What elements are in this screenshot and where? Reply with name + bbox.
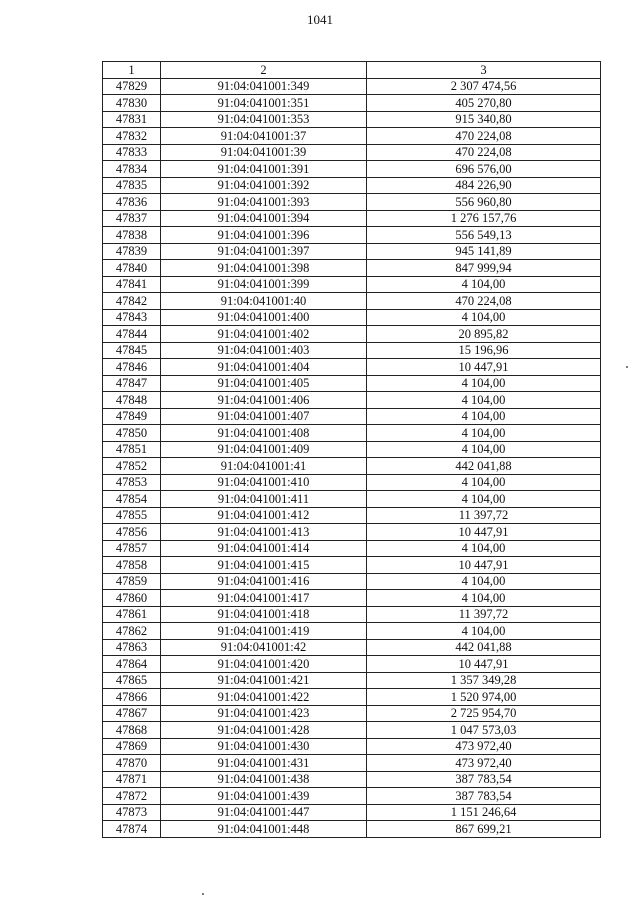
table-row [103, 590, 601, 607]
cell-index: 47859 [103, 573, 161, 590]
table-row [103, 623, 601, 640]
cell-value: 405 270,80 [367, 95, 601, 112]
table-row [103, 78, 601, 95]
cell-index: 47846 [103, 359, 161, 376]
scan-speck [202, 893, 204, 895]
cell-value: 915 340,80 [367, 111, 601, 128]
cell-index: 47867 [103, 705, 161, 722]
table-row [103, 309, 601, 326]
cell-cadastral-number: 91:04:041001:41 [161, 458, 367, 475]
cell-index: 47829 [103, 78, 161, 95]
cell-index: 47870 [103, 755, 161, 772]
cell-index: 47863 [103, 639, 161, 656]
table-row [103, 722, 601, 739]
cell-index: 47837 [103, 210, 161, 227]
table-row [103, 177, 601, 194]
cell-index: 47874 [103, 821, 161, 838]
cell-value: 20 895,82 [367, 326, 601, 343]
cell-index: 47838 [103, 227, 161, 244]
cell-index: 47866 [103, 689, 161, 706]
cell-index: 47831 [103, 111, 161, 128]
cell-value: 442 041,88 [367, 639, 601, 656]
cell-value: 4 104,00 [367, 441, 601, 458]
cell-index: 47865 [103, 672, 161, 689]
cell-index: 47869 [103, 738, 161, 755]
table-row [103, 210, 601, 227]
cell-cadastral-number: 91:04:041001:423 [161, 705, 367, 722]
cell-value: 2 725 954,70 [367, 705, 601, 722]
cell-value: 4 104,00 [367, 425, 601, 442]
table-row [103, 128, 601, 145]
cell-cadastral-number: 91:04:041001:411 [161, 491, 367, 508]
cell-index: 47851 [103, 441, 161, 458]
cell-value: 10 447,91 [367, 656, 601, 673]
cell-cadastral-number: 91:04:041001:398 [161, 260, 367, 277]
cell-index: 47832 [103, 128, 161, 145]
table-row [103, 425, 601, 442]
cell-cadastral-number: 91:04:041001:422 [161, 689, 367, 706]
cell-cadastral-number: 91:04:041001:37 [161, 128, 367, 145]
cell-value: 10 447,91 [367, 557, 601, 574]
cell-cadastral-number: 91:04:041001:412 [161, 507, 367, 524]
cell-cadastral-number: 91:04:041001:351 [161, 95, 367, 112]
cell-index: 47848 [103, 392, 161, 409]
table-row [103, 111, 601, 128]
cell-cadastral-number: 91:04:041001:393 [161, 194, 367, 211]
cell-value: 1 276 157,76 [367, 210, 601, 227]
cell-cadastral-number: 91:04:041001:392 [161, 177, 367, 194]
cell-value: 470 224,08 [367, 293, 601, 310]
cell-cadastral-number: 91:04:041001:396 [161, 227, 367, 244]
cell-index: 47862 [103, 623, 161, 640]
cell-value: 11 397,72 [367, 606, 601, 623]
cell-value: 556 549,13 [367, 227, 601, 244]
table-row [103, 342, 601, 359]
cell-index: 47830 [103, 95, 161, 112]
cell-value: 470 224,08 [367, 144, 601, 161]
table-row [103, 260, 601, 277]
cell-value: 15 196,96 [367, 342, 601, 359]
cell-cadastral-number: 91:04:041001:406 [161, 392, 367, 409]
cell-cadastral-number: 91:04:041001:402 [161, 326, 367, 343]
cell-cadastral-number: 91:04:041001:416 [161, 573, 367, 590]
cell-value: 4 104,00 [367, 474, 601, 491]
page-number: 1041 [307, 12, 333, 27]
cell-cadastral-number: 91:04:041001:430 [161, 738, 367, 755]
cell-index: 47843 [103, 309, 161, 326]
table-row [103, 821, 601, 838]
table-row [103, 672, 601, 689]
cell-index: 47852 [103, 458, 161, 475]
cell-cadastral-number: 91:04:041001:405 [161, 375, 367, 392]
table-row [103, 293, 601, 310]
table-row [103, 326, 601, 343]
cell-cadastral-number: 91:04:041001:42 [161, 639, 367, 656]
table-row [103, 656, 601, 673]
cell-cadastral-number: 91:04:041001:397 [161, 243, 367, 260]
cell-index: 47850 [103, 425, 161, 442]
cell-index: 47857 [103, 540, 161, 557]
table-row [103, 788, 601, 805]
table-row [103, 95, 601, 112]
cell-cadastral-number: 91:04:041001:410 [161, 474, 367, 491]
table-row [103, 705, 601, 722]
table-row [103, 606, 601, 623]
cell-value: 473 972,40 [367, 755, 601, 772]
table-row [103, 227, 601, 244]
table-row [103, 507, 601, 524]
cell-index: 47868 [103, 722, 161, 739]
cell-cadastral-number: 91:04:041001:419 [161, 623, 367, 640]
cell-index: 47871 [103, 771, 161, 788]
table-row [103, 689, 601, 706]
table-row [103, 804, 601, 821]
table-body [103, 78, 601, 837]
cell-value: 470 224,08 [367, 128, 601, 145]
cell-index: 47856 [103, 524, 161, 541]
cell-value: 10 447,91 [367, 359, 601, 376]
cell-index: 47840 [103, 260, 161, 277]
table-row [103, 359, 601, 376]
cell-index: 47841 [103, 276, 161, 293]
table-row [103, 408, 601, 425]
cell-cadastral-number: 91:04:041001:394 [161, 210, 367, 227]
cell-index: 47847 [103, 375, 161, 392]
cell-cadastral-number: 91:04:041001:349 [161, 78, 367, 95]
table-row [103, 458, 601, 475]
cell-index: 47833 [103, 144, 161, 161]
cell-value: 442 041,88 [367, 458, 601, 475]
cell-cadastral-number: 91:04:041001:438 [161, 771, 367, 788]
table-row [103, 474, 601, 491]
cell-value: 556 960,80 [367, 194, 601, 211]
cell-index: 47858 [103, 557, 161, 574]
cell-cadastral-number: 91:04:041001:404 [161, 359, 367, 376]
table-row [103, 276, 601, 293]
cell-value: 2 307 474,56 [367, 78, 601, 95]
cell-index: 47839 [103, 243, 161, 260]
column-header-value: 3 [367, 62, 601, 79]
table-row [103, 524, 601, 541]
cell-value: 1 520 974,00 [367, 689, 601, 706]
cadastral-value-table [102, 61, 601, 838]
cell-index: 47873 [103, 804, 161, 821]
cell-index: 47860 [103, 590, 161, 607]
cell-index: 47835 [103, 177, 161, 194]
cell-value: 4 104,00 [367, 623, 601, 640]
cell-index: 47849 [103, 408, 161, 425]
cell-index: 47864 [103, 656, 161, 673]
cell-value: 4 104,00 [367, 408, 601, 425]
cell-cadastral-number: 91:04:041001:414 [161, 540, 367, 557]
cell-cadastral-number: 91:04:041001:409 [161, 441, 367, 458]
table-row [103, 144, 601, 161]
cell-value: 10 447,91 [367, 524, 601, 541]
cell-value: 847 999,94 [367, 260, 601, 277]
cell-value: 1 357 349,28 [367, 672, 601, 689]
cell-index: 47845 [103, 342, 161, 359]
cell-value: 4 104,00 [367, 276, 601, 293]
table-row [103, 491, 601, 508]
cell-value: 387 783,54 [367, 771, 601, 788]
cell-value: 473 972,40 [367, 738, 601, 755]
cell-value: 4 104,00 [367, 375, 601, 392]
cell-cadastral-number: 91:04:041001:403 [161, 342, 367, 359]
table-row [103, 194, 601, 211]
cell-index: 47861 [103, 606, 161, 623]
table-row [103, 243, 601, 260]
cell-cadastral-number: 91:04:041001:417 [161, 590, 367, 607]
cell-value: 387 783,54 [367, 788, 601, 805]
table-row [103, 441, 601, 458]
cell-cadastral-number: 91:04:041001:408 [161, 425, 367, 442]
cell-cadastral-number: 91:04:041001:39 [161, 144, 367, 161]
cell-value: 484 226,90 [367, 177, 601, 194]
cell-cadastral-number: 91:04:041001:431 [161, 755, 367, 772]
table-row [103, 738, 601, 755]
cell-cadastral-number: 91:04:041001:448 [161, 821, 367, 838]
scan-speck [626, 366, 628, 368]
cell-cadastral-number: 91:04:041001:428 [161, 722, 367, 739]
cell-value: 11 397,72 [367, 507, 601, 524]
cell-cadastral-number: 91:04:041001:439 [161, 788, 367, 805]
table-row [103, 573, 601, 590]
table-row [103, 161, 601, 178]
cell-cadastral-number: 91:04:041001:399 [161, 276, 367, 293]
cell-cadastral-number: 91:04:041001:420 [161, 656, 367, 673]
cell-index: 47872 [103, 788, 161, 805]
cell-index: 47855 [103, 507, 161, 524]
cell-index: 47842 [103, 293, 161, 310]
table-row [103, 392, 601, 409]
cell-value: 696 576,00 [367, 161, 601, 178]
cell-value: 4 104,00 [367, 540, 601, 557]
table-row [103, 755, 601, 772]
table-row [103, 557, 601, 574]
cell-cadastral-number: 91:04:041001:391 [161, 161, 367, 178]
cell-value: 4 104,00 [367, 392, 601, 409]
cell-value: 4 104,00 [367, 573, 601, 590]
cell-cadastral-number: 91:04:041001:353 [161, 111, 367, 128]
table-row [103, 639, 601, 656]
cell-value: 4 104,00 [367, 590, 601, 607]
cell-cadastral-number: 91:04:041001:418 [161, 606, 367, 623]
cell-index: 47834 [103, 161, 161, 178]
cell-value: 1 151 246,64 [367, 804, 601, 821]
cell-value: 4 104,00 [367, 309, 601, 326]
cell-index: 47836 [103, 194, 161, 211]
cell-value: 1 047 573,03 [367, 722, 601, 739]
column-header-index: 1 [103, 62, 161, 79]
cell-index: 47844 [103, 326, 161, 343]
cell-value: 4 104,00 [367, 491, 601, 508]
table-row [103, 540, 601, 557]
cell-cadastral-number: 91:04:041001:447 [161, 804, 367, 821]
cell-cadastral-number: 91:04:041001:413 [161, 524, 367, 541]
column-header-cadastral-number: 2 [161, 62, 367, 79]
cell-value: 945 141,89 [367, 243, 601, 260]
cell-cadastral-number: 91:04:041001:407 [161, 408, 367, 425]
table-header-row [103, 62, 601, 79]
cell-value: 867 699,21 [367, 821, 601, 838]
cell-index: 47853 [103, 474, 161, 491]
cell-cadastral-number: 91:04:041001:415 [161, 557, 367, 574]
table-row [103, 771, 601, 788]
cell-cadastral-number: 91:04:041001:400 [161, 309, 367, 326]
table-row [103, 375, 601, 392]
cell-cadastral-number: 91:04:041001:40 [161, 293, 367, 310]
cell-cadastral-number: 91:04:041001:421 [161, 672, 367, 689]
cell-index: 47854 [103, 491, 161, 508]
